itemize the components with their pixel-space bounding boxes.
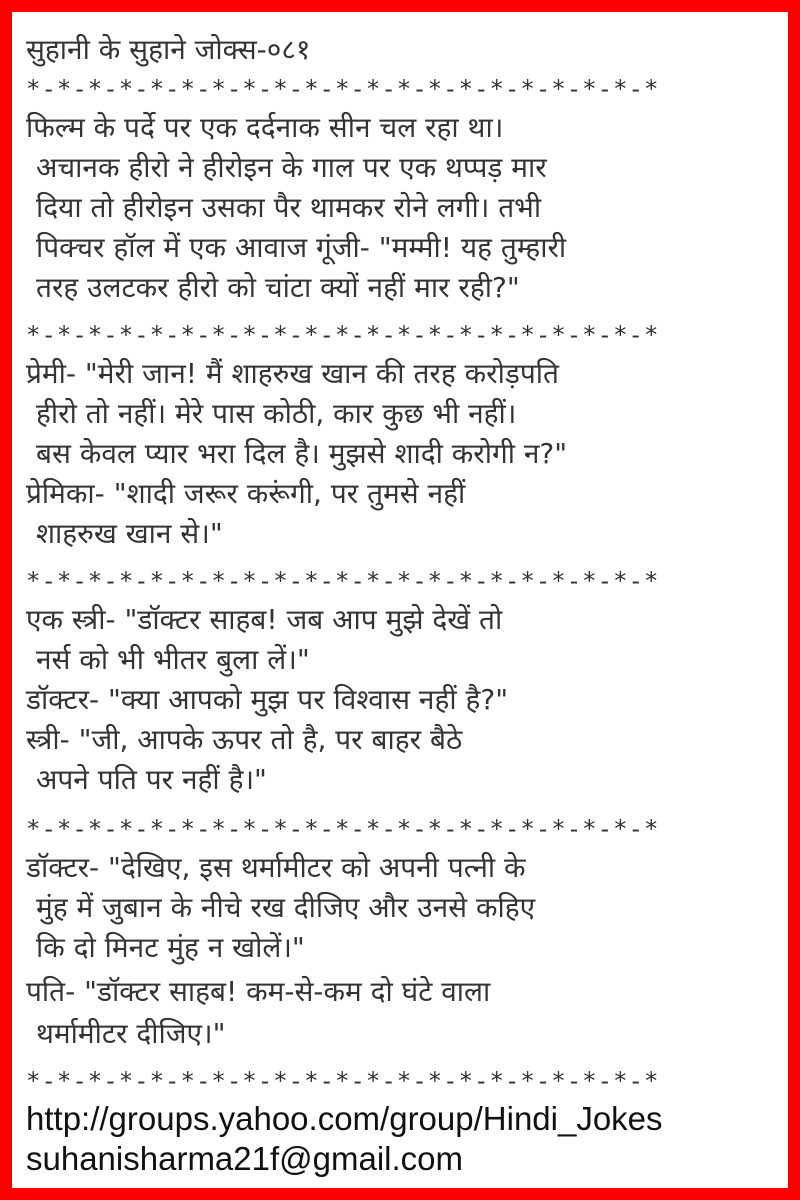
joke-2-line-4: प्रेमिका- "शादी जरूर करूंगी, पर तुमसे नहीं <box>26 477 466 510</box>
joke-page <box>12 12 788 1188</box>
joke-4-line-5: थर्मामीटर दीजिए।" <box>36 1017 226 1050</box>
joke-2-line-2: हीरो तो नहीं। मेरे पास कोठी, कार कुछ भी नहीं। <box>36 397 517 430</box>
joke-2-line-3: बस केवल प्यार भरा दिल है। मुझसे शादी करोगी न?" <box>36 437 568 470</box>
joke-3-line-2: नर्स को भी भीतर बुला लें।" <box>36 643 310 676</box>
joke-1-line-3: दिया तो हीरोइन उसका पैर थामकर रोने लगी। तभी <box>36 191 542 224</box>
joke-4-line-4: पति- "डॉक्टर साहब! कम-से-कम दो घंटे वाला <box>26 975 491 1008</box>
separator: *-*-*-*-*-*-*-*-*-*-*-*-*-*-*-*-*-*-*-*-* <box>26 321 660 349</box>
page-title: सुहानी के सुहाने जोक्स-०८१ <box>26 33 311 66</box>
joke-1-line-1: फिल्म के पर्दे पर एक दर्दनाक सीन चल रहा था। <box>26 111 504 144</box>
joke-1-line-2: अचानक हीरो ने हीरोइन के गाल पर एक थप्पड़ मार <box>36 151 547 184</box>
separator: *-*-*-*-*-*-*-*-*-*-*-*-*-*-*-*-*-*-*-*-* <box>26 815 660 843</box>
joke-2-line-5: शाहरुख खान से।" <box>36 517 223 550</box>
joke-3-line-5: अपने पति पर नहीं है।" <box>36 763 267 796</box>
separator: *-*-*-*-*-*-*-*-*-*-*-*-*-*-*-*-*-*-*-*-* <box>26 75 660 103</box>
joke-4-line-2: मुंह में जुबान के नीचे रख दीजिए और उनसे कहिए <box>36 891 536 924</box>
joke-4-line-3: कि दो मिनट मुंह न खोलें।" <box>36 931 305 964</box>
joke-1-line-5: तरह उलटकर हीरो को चांटा क्यों नहीं मार रही?" <box>36 271 520 304</box>
separator: *-*-*-*-*-*-*-*-*-*-*-*-*-*-*-*-*-*-*-*-* <box>26 567 660 595</box>
joke-3-line-1: एक स्त्री- "डॉक्टर साहब! जब आप मुझे देखें तो <box>26 603 503 636</box>
joke-3-line-3: डॉक्टर- "क्या आपको मुझ पर विश्वास नहीं है?" <box>26 683 509 716</box>
footer-url[interactable]: http://groups.yahoo.com/group/Hindi_Jokes <box>26 1100 663 1137</box>
footer-email[interactable]: suhanisharma21f@gmail.com <box>26 1140 464 1177</box>
joke-4-line-1: डॉक्टर- "देखिए, इस थर्मामीटर को अपनी पत्नी के <box>26 851 526 884</box>
separator: *-*-*-*-*-*-*-*-*-*-*-*-*-*-*-*-*-*-*-*-* <box>26 1067 660 1095</box>
joke-1-line-4: पिक्चर हॉल में एक आवाज गूंजी- "मम्मी! यह तुम्हारी <box>36 231 567 264</box>
joke-3-line-4: स्त्री- "जी, आपके ऊपर तो है, पर बाहर बैठे <box>26 723 463 756</box>
joke-2-line-1: प्रेमी- "मेरी जान! मैं शाहरुख खान की तरह करोड़पति <box>26 357 559 390</box>
